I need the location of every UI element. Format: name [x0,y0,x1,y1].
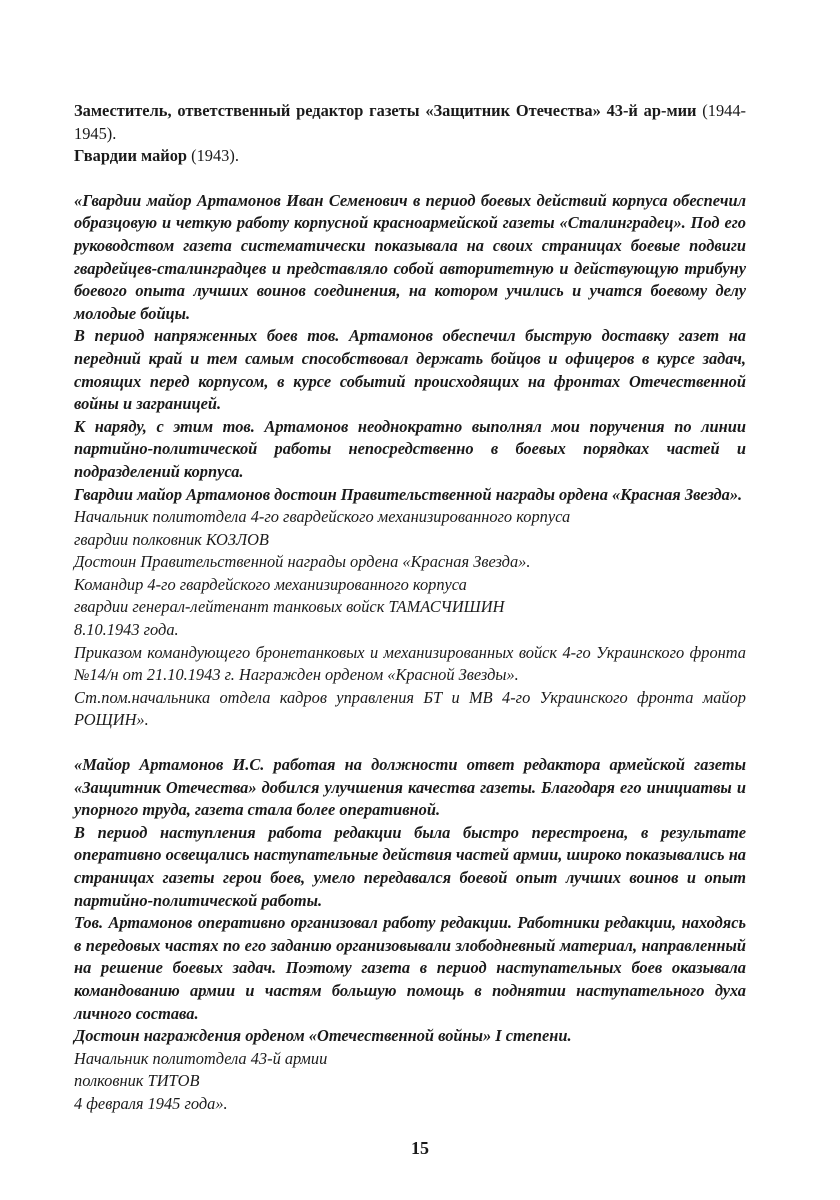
citation-paragraph: «Гвардии майор Артамонов Иван Семенович в период боевых действий корпуса обеспечил образцовую и четкую работу корпусной красноармейской газеты «Сталинградец». Под его руководством газета систематически показывала на своих страницах боевые подвиги гвардейцев-сталинградцев и представляло собой авторитетную и действующую трибуну боевого опыта лучших воинов соединения, на котором учились и учатся боевому делу молодые бойцы. [74,190,746,323]
citation-paragraph: В период напряженных боев тов. Артамонов обеспечил быструю доставку газет на передний край и тем самым способствовал держать бойцов и офицеров в курсе задач, стоящих перед корпусом, в курсе событий происходящих на фронтах Отечественной войны и заграницей. [74,326,746,414]
citation-paragraph: К наряду, с этим тов. Артамонов неоднократно выполнял мои поручения по линии партийно-политической работы непосредственно в боевых порядках частей и подразделений корпуса. [74,416,746,481]
position-years: (1944-1945). [74,101,746,143]
citation-paragraph: Тов. Артамонов оперативно организовал работу редакции. Работники редакции, находясь в передовых частях по его заданию организовывали злободневный материал, направленный на решение боевых задач. Поэтому газета в период наступательных боев оказывала командованию армии и частям большую помощь в поднятии наступательного духа личного состава. [74,913,746,1023]
position-header [74,100,746,168]
position-title: Заместитель, ответственный редактор газеты «Защитник Отечества» 43-й ар-мии [74,101,697,120]
signature-line: Достоин Правительственной награды ордена «Красная Звезда». [74,552,531,572]
rank-title: Гвардии майор [74,146,188,166]
signature-line: 8.10.1943 года. [74,620,179,640]
signature-block [74,506,746,732]
closing-text: Ст.пом.начальника отдела кадров управления БТ и МВ 4-го Украинского фронта майор РОЩИН». [74,687,746,730]
award-citation-1 [74,190,746,732]
spacer [74,168,746,190]
citation-paragraph: В период наступления работа редакции была быстро перестроена, в результате оперативно освещались наступательные действия частей армии, широко показывались на страницах газеты герои боев, умело передавался боевой опыт лучших воинов и опыт партийно-политической работы. [74,822,746,910]
signature-line: 4 февраля 1945 года». [74,1093,228,1113]
signature-line: полковник ТИТОВ [74,1071,200,1091]
spacer [74,732,746,754]
signature-line: Начальник политотдела 4-го гвардейского механизированного корпуса [74,507,571,527]
order-text: Приказом командующего бронетанковых и механизированных войск 4-го Украинского фронта №14/н от 21.10.1943 г. Награжден орденом «Красной Звезды». [74,642,746,685]
rank-year: (1943). [187,146,239,166]
citation-paragraph: Гвардии майор Артамонов достоин Правительственной награды ордена «Красная Звезда». [74,484,743,504]
citation-paragraph: Достоин награждения орденом «Отечественной войны» I степени. [74,1026,572,1046]
signature-line: гвардии полковник КОЗЛОВ [74,529,269,549]
signature-line: Командир 4-го гвардейского механизированного корпуса [74,574,467,594]
signature-block [74,1048,746,1116]
rank-line [74,145,746,168]
position-line [74,100,746,145]
page-number: 15 [411,1138,429,1158]
signature-line: Начальник политотдела 43-й армии [74,1048,328,1068]
award-citation-2 [74,754,746,1116]
citation-paragraph: «Майор Артамонов И.С. работая на должности ответ редактора армейской газеты «Защитник Отечества» добился улучшения качества газеты. Благодаря его инициатвы и упорного труда, газета стала более оперативной. [74,755,746,820]
page-content [74,100,746,1116]
signature-line: гвардии генерал-лейтенант танковых войск ТАМАСЧИШИН [74,597,505,617]
